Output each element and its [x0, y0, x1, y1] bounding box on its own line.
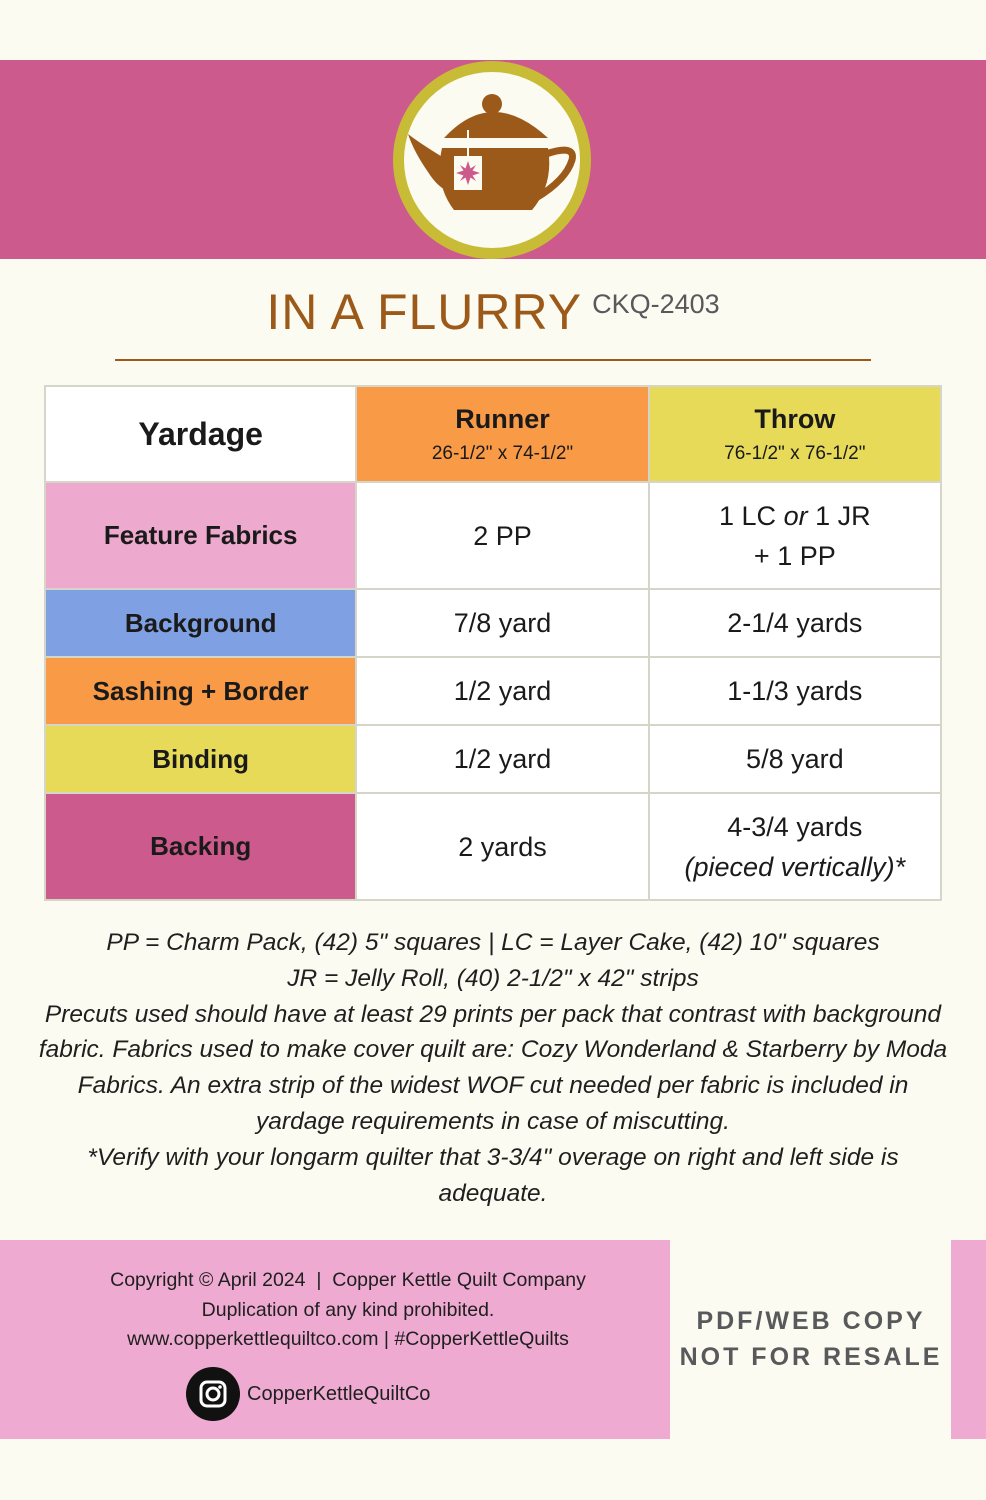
abbreviation-note-1: PP = Charm Pack, (42) 5" squares | LC = Layer Cake, (42) 10" squares	[106, 929, 880, 956]
runner-feature-fabrics: 2 PP	[356, 482, 648, 589]
table-row	[45, 793, 941, 900]
precut-note: Precuts used should have at least 29 prints per pack that contrast with background fabric. Fabrics used to make cover quilt are: Cozy Wonderland & Starberry by Moda Fabrics. An extra strip of the widest WOF cut needed per fabric is included in yardage requirements in case of miscutting.	[38, 1000, 948, 1135]
throw-feature-line1: 1 LC or 1 JR	[719, 500, 871, 531]
instagram-icon[interactable]	[186, 1367, 240, 1421]
resale-line-1: PDF/WEB COPY	[696, 1307, 926, 1335]
row-label-binding: Binding	[45, 725, 356, 793]
title-row	[0, 283, 986, 347]
resale-line-2: NOT FOR RESALE	[679, 1343, 943, 1371]
runner-backing: 2 yards	[356, 793, 648, 900]
throw-feature-fabrics	[649, 482, 941, 589]
table-row	[45, 725, 941, 793]
yardage-heading: Yardage	[45, 386, 356, 482]
throw-title: Throw	[754, 403, 836, 434]
pattern-code: CKQ-2403	[592, 289, 720, 319]
footer-edge-strip	[951, 1240, 986, 1439]
throw-binding: 5/8 yard	[649, 725, 941, 793]
row-label-sashing-border: Sashing + Border	[45, 657, 356, 725]
row-label-background: Background	[45, 589, 356, 657]
runner-background: 7/8 yard	[356, 589, 648, 657]
throw-sashing-border: 1-1/3 yards	[649, 657, 941, 725]
title-divider	[115, 359, 871, 361]
resale-notice	[672, 1303, 950, 1375]
instagram-handle[interactable]: CopperKettleQuiltCo	[247, 1383, 431, 1405]
yardage-table	[44, 385, 942, 901]
table-header-row	[45, 386, 941, 482]
throw-feature-line2: + 1 PP	[753, 540, 836, 571]
row-label-backing: Backing	[45, 793, 356, 900]
row-label-feature-fabrics: Feature Fabrics	[45, 482, 356, 589]
table-row	[45, 657, 941, 725]
throw-size: 76-1/2" x 76-1/2"	[724, 442, 866, 464]
copyright-block	[40, 1266, 656, 1355]
pattern-title: IN A FLURRY	[266, 284, 583, 340]
runner-title: Runner	[455, 403, 550, 434]
throw-background: 2-1/4 yards	[649, 589, 941, 657]
throw-backing-line1: 4-3/4 yards	[727, 811, 863, 842]
runner-binding: 1/2 yard	[356, 725, 648, 793]
website-link[interactable]: www.copperkettlequiltco.com | #CopperKettleQuilts	[127, 1328, 569, 1350]
throw-backing-line2: (pieced vertically)*	[684, 851, 906, 882]
copyright-line: Copyright © April 2024 | Copper Kettle Quilt Company	[110, 1269, 586, 1291]
footnote: *Verify with your longarm quilter that 3-3/4" overage on right and left side is adequate.	[87, 1143, 899, 1207]
runner-size: 26-1/2" x 74-1/2"	[431, 442, 574, 464]
throw-backing	[649, 793, 941, 900]
runner-sashing-border: 1/2 yard	[356, 657, 648, 725]
duplication-line: Duplication of any kind prohibited.	[201, 1298, 495, 1321]
runner-header	[356, 386, 648, 482]
notes	[36, 925, 950, 1211]
teapot-icon	[404, 72, 580, 248]
table-row	[45, 589, 941, 657]
throw-header	[649, 386, 941, 482]
abbreviation-note-2: JR = Jelly Roll, (40) 2-1/2" x 42" strips	[287, 964, 699, 992]
table-row	[45, 482, 941, 589]
